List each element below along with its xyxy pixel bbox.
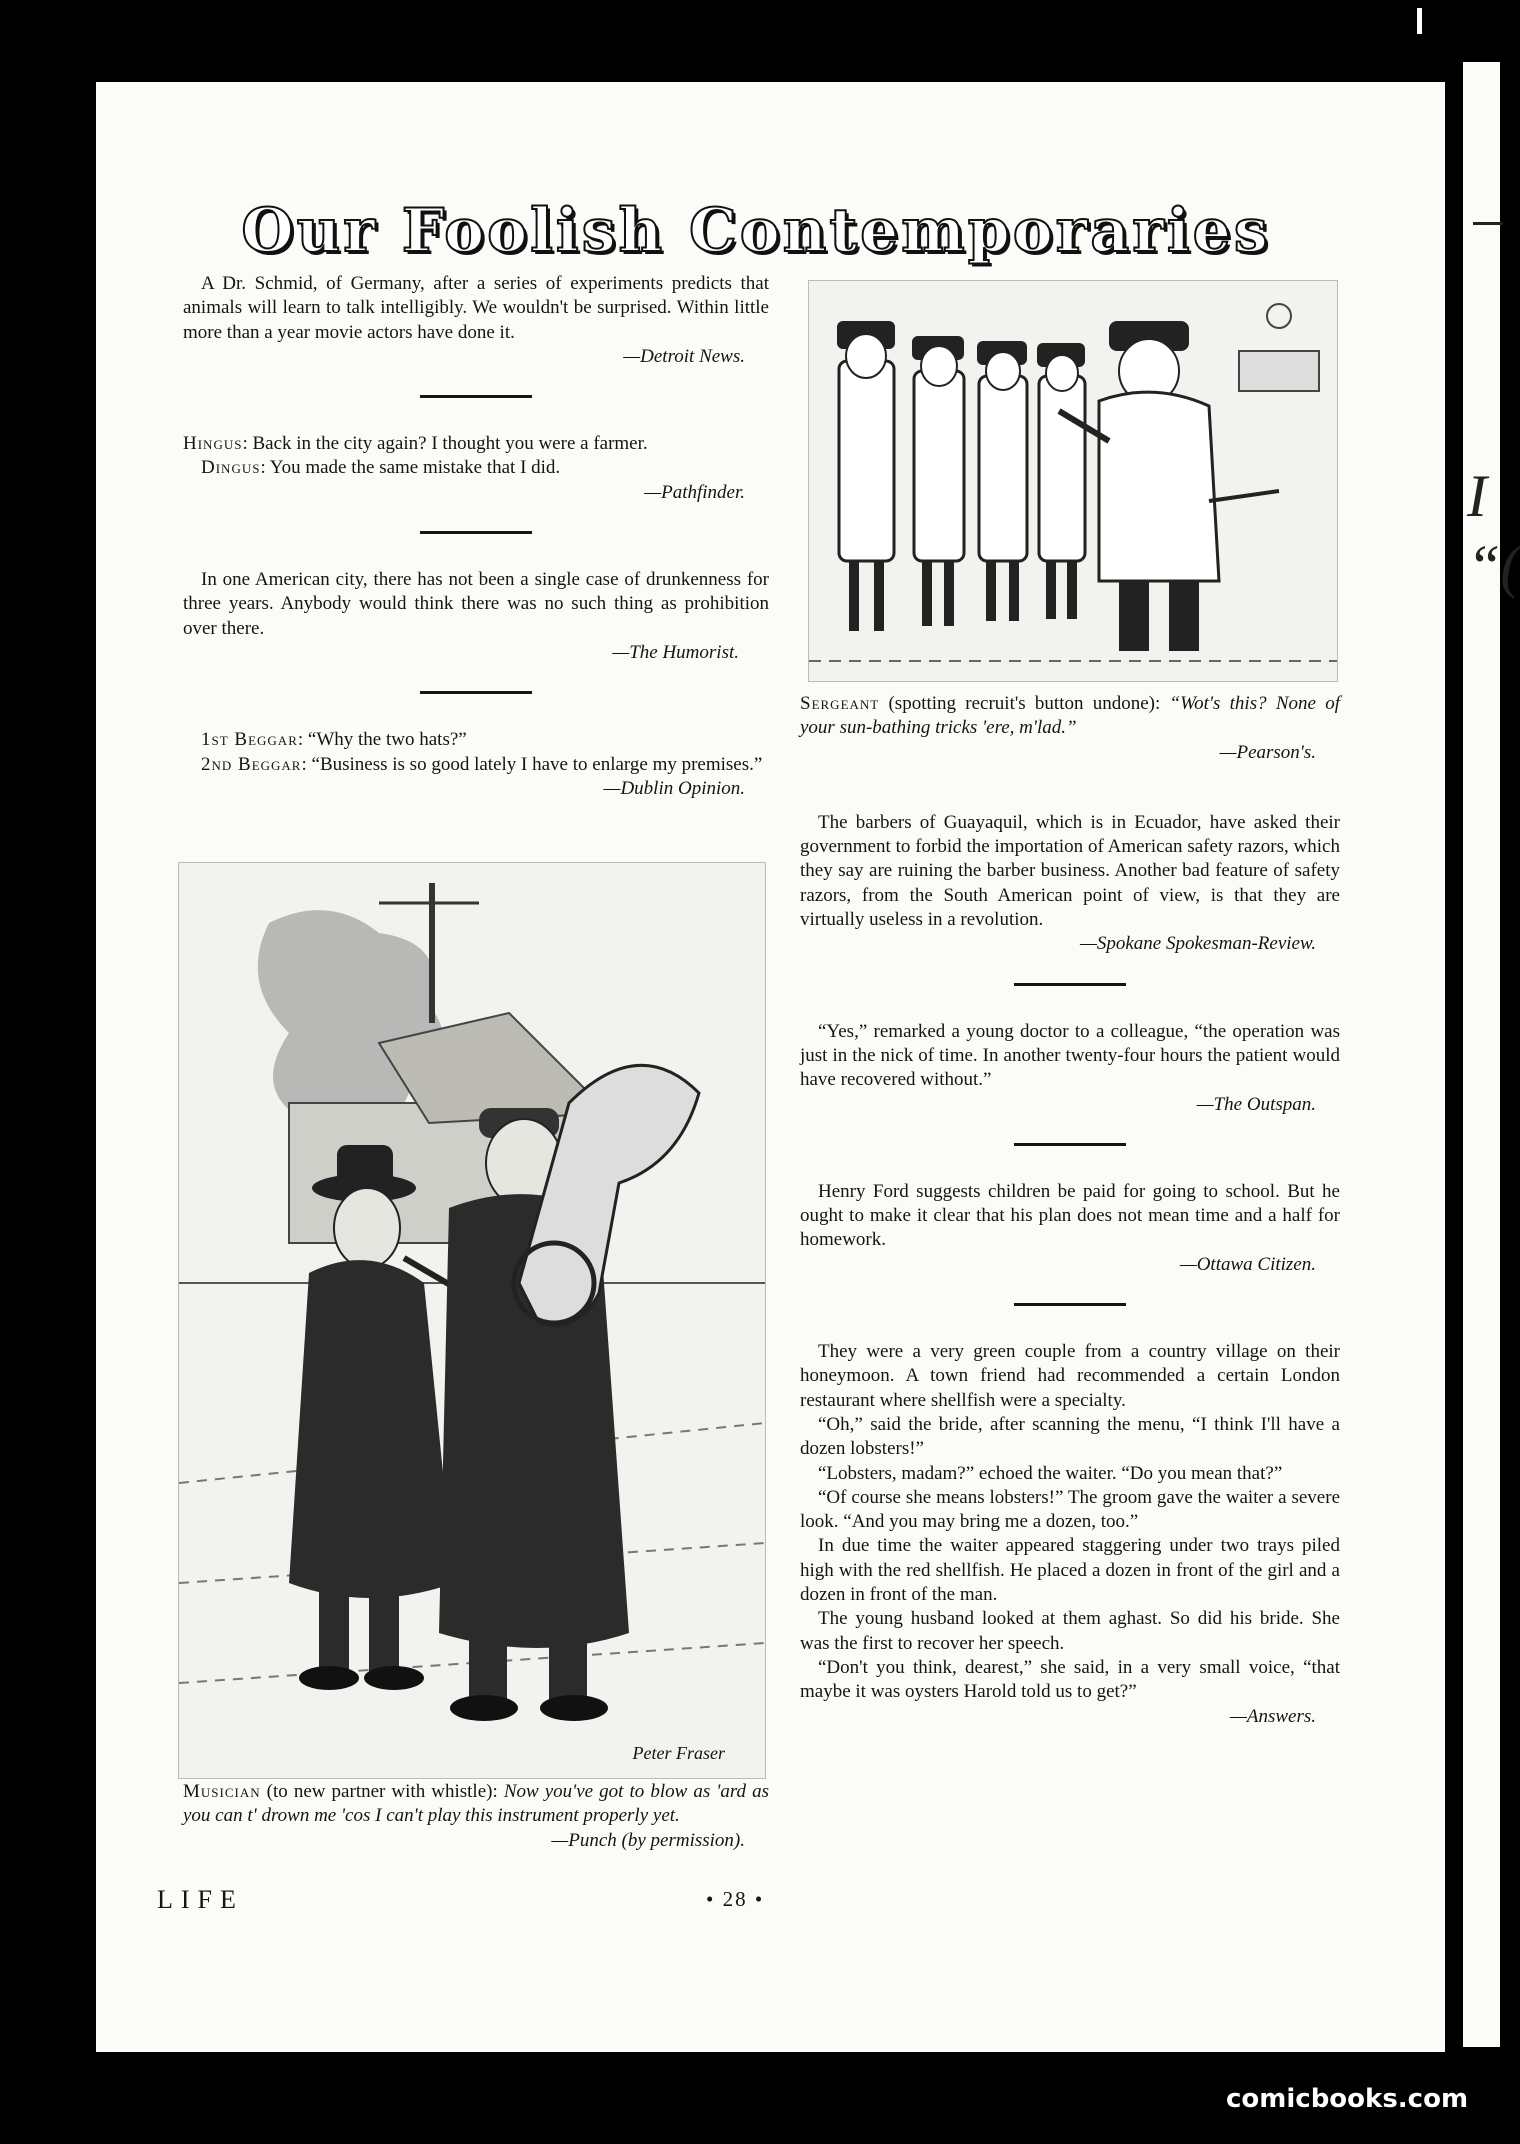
musicians-illustration: [179, 863, 765, 1778]
section-divider: [1014, 1143, 1126, 1146]
caption-dialogue: Now you've got to blow as 'ard as you can t' drown me 'cos I can't play this instrument properly yet.: [183, 1781, 769, 1827]
article-text: In one American city, there has not been a single case of drunkenness for three years. Anybody would think there was no such thing as prohibition over there.: [183, 569, 769, 639]
magazine-name: LIFE: [157, 1885, 244, 1914]
musicians-cartoon: [178, 862, 766, 1779]
dialogue-text: : “Why the two hats?”: [297, 729, 467, 751]
article-text: “Don't you think, dearest,” she said, in a very small voice, “that maybe it was oysters Harold told us to get?”: [800, 1656, 1340, 1703]
article-source: —Detroit News.: [623, 345, 745, 367]
page-number: • 28 •: [706, 1887, 765, 1911]
speaker-name: Musician: [183, 1781, 261, 1802]
article-source: —The Outspan.: [1196, 1093, 1316, 1115]
article-text: The young husband looked at them aghast. So did his bride. She was the first to recover her speech.: [800, 1608, 1340, 1654]
article-text: A Dr. Schmid, of Germany, after a series of experiments predicts that animals will learn to talk intelligibly. We wouldn't be surprised. Within little more than a year movie actors have done it.: [183, 273, 769, 343]
article-source: —Pathfinder.: [644, 481, 745, 503]
dialogue-text: : Back in the city again? I thought you were a farmer.: [242, 433, 648, 455]
soldiers-cartoon: [808, 280, 1338, 682]
dialogue-line: [183, 728, 769, 752]
section-divider: [420, 691, 532, 694]
article-text: “Oh,” said the bride, after scanning the menu, “I think I'll have a dozen lobsters!”: [800, 1413, 1340, 1460]
article-text: In due time the waiter appeared staggering under two trays piled high with the red shellfish. He placed a dozen in front of the girl and a dozen in front of the man.: [800, 1535, 1340, 1606]
article-source: —Answers.: [1229, 1705, 1316, 1727]
speaker-name: Hingus: [183, 433, 243, 455]
right-column: [800, 692, 1340, 1729]
page-title: Our Foolish Contemporaries: [241, 196, 1271, 266]
speaker-name: 2nd Beggar: [201, 753, 302, 775]
caption-setup: (to new partner with whistle):: [260, 1781, 504, 1802]
scan-mark: [1417, 8, 1422, 34]
adjacent-page-fragment: “(: [1467, 533, 1520, 599]
section-divider: [420, 531, 532, 534]
article-text: “Of course she means lobsters!” The groom gave the waiter a severe look. “And you may bring me a dozen, too.”: [800, 1486, 1340, 1533]
left-column: [183, 272, 769, 801]
adjacent-page-fragment: I: [1467, 463, 1487, 529]
speaker-name: Sergeant: [800, 693, 880, 714]
section-divider: [1014, 1303, 1126, 1306]
adjacent-page-edge: [1463, 62, 1520, 2047]
article-source: —Spokane Spokesman-Review.: [1079, 933, 1316, 955]
section-divider: [1014, 983, 1126, 986]
caption-dialogue: “Wot's this? None of your sun-bathing tricks 'ere, m'lad.”: [800, 693, 1340, 739]
article-text: “Yes,” remarked a young doctor to a colleague, “the operation was just in the nick of time. In another twenty-four hours the patient would have recovered without.”: [800, 1020, 1340, 1091]
dialogue-text: : You made the same mistake that I did.: [260, 457, 561, 479]
speaker-name: 1st Beggar: [201, 729, 298, 751]
article-text: “Lobsters, madam?” echoed the waiter. “Do you mean that?”: [818, 1462, 1283, 1484]
article-text: They were a very green couple from a country village on their honeymoon. A town friend had recommended a certain London restaurant where shellfish were a specialty.: [800, 1341, 1340, 1411]
article-text: The barbers of Guayaquil, which is in Ecuador, have asked their government to forbid the importation of American safety razors, which they say are ruining the barber business. Another bad feature of safety razors, from the South American point of view, is that they are virtually useless in a revolution.: [800, 811, 1340, 931]
dialogue-text: : “Business is so good lately I have to enlarge my premises.”: [301, 753, 763, 775]
speaker-name: Dingus: [201, 457, 261, 479]
dialogue-line: [183, 456, 769, 480]
soldiers-illustration: [809, 281, 1337, 681]
caption-text: [800, 692, 1340, 741]
dialogue-line: [183, 753, 769, 777]
caption-source: —Punch (by permission).: [551, 1829, 745, 1851]
caption-source: —Pearson's.: [1219, 741, 1316, 763]
article-text: Henry Ford suggests children be paid for going to school. But he ought to make it clear that his plan does not mean time and a half for homework.: [800, 1180, 1340, 1251]
site-watermark: comicbooks.com: [1226, 2084, 1469, 2114]
artist-signature: Peter Fraser: [632, 1743, 725, 1763]
caption-text: [183, 1780, 769, 1829]
dialogue-line: [183, 432, 769, 456]
article-source: —The Humorist.: [612, 641, 739, 663]
caption-setup: (spotting recruit's button undone):: [879, 693, 1170, 714]
adjacent-page-rule: [1473, 222, 1503, 225]
article-source: —Ottawa Citizen.: [1179, 1253, 1316, 1275]
musicians-caption: [183, 1780, 769, 1853]
section-divider: [420, 395, 532, 398]
article-source: —Dublin Opinion.: [603, 777, 745, 799]
